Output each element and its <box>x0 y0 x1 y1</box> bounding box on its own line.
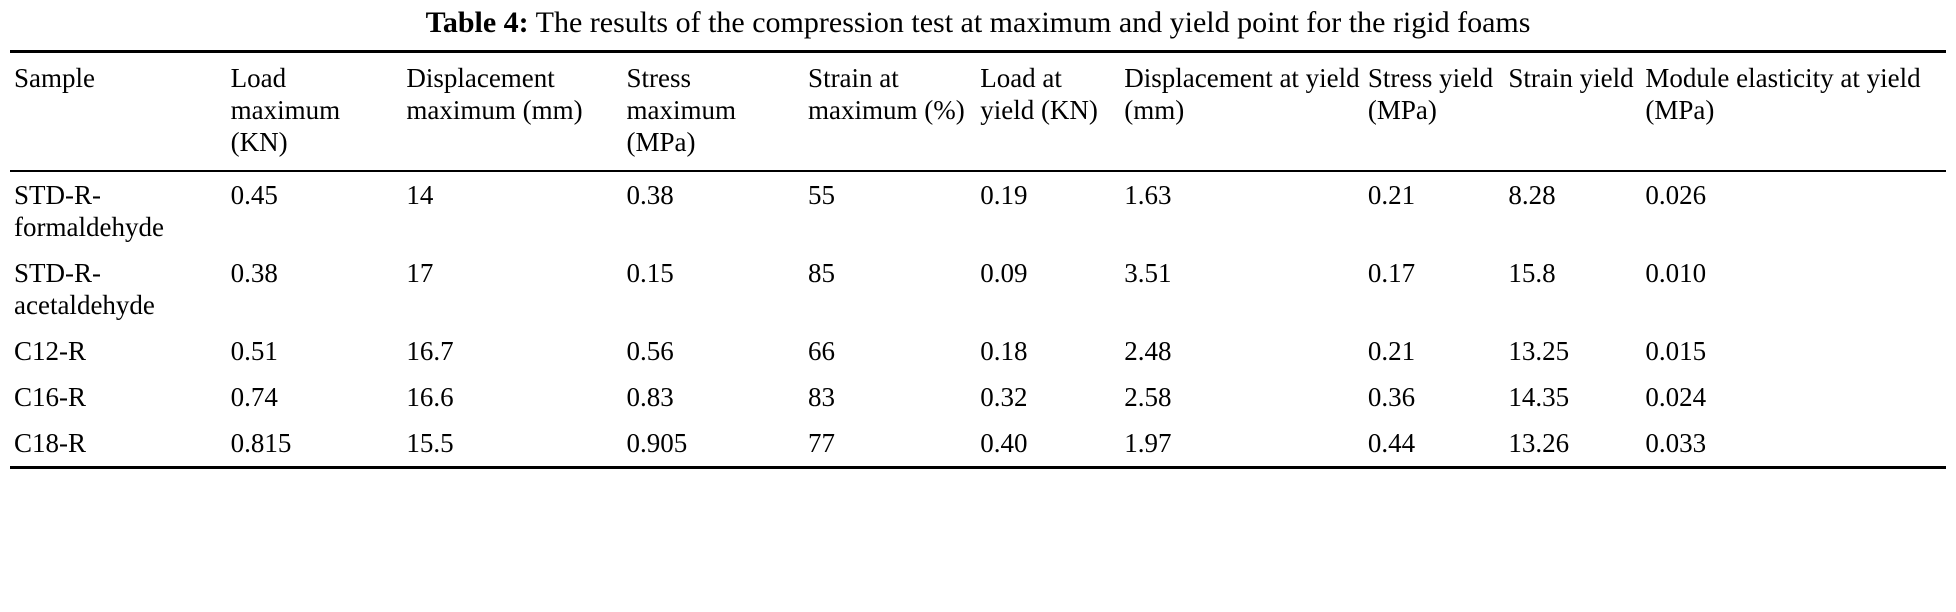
cell-strain-yield: 13.26 <box>1508 428 1570 458</box>
cell-stress-maximum: 0.56 <box>626 336 674 366</box>
cell-load-at-yield: 0.32 <box>980 382 1028 412</box>
cell-displacement-maximum: 16.6 <box>406 382 454 412</box>
table-header-row <box>10 52 1946 172</box>
cell-stress-yield: 0.44 <box>1367 428 1416 458</box>
cell-strain-at-maximum: 66 <box>808 336 836 366</box>
cell-displacement-at-yield: 2.48 <box>1124 336 1172 366</box>
table-row <box>10 328 1946 374</box>
cell-load-maximum: 0.38 <box>230 258 278 288</box>
cell-load-maximum: 0.51 <box>230 336 278 366</box>
cell-stress-maximum: 0.15 <box>626 258 674 288</box>
cell-displacement-at-yield: 3.51 <box>1124 258 1172 288</box>
compression-test-table <box>10 50 1946 469</box>
column-header-load-maximum: Load maximum (KN) <box>230 63 341 157</box>
cell-stress-yield: 0.17 <box>1367 258 1416 288</box>
cell-strain-yield: 13.25 <box>1508 336 1570 366</box>
cell-strain-at-maximum: 85 <box>808 258 836 288</box>
cell-load-maximum: 0.815 <box>230 428 292 458</box>
cell-load-at-yield: 0.40 <box>980 428 1028 458</box>
column-header-sample: Sample <box>14 63 95 93</box>
cell-sample: C16-R <box>14 382 87 412</box>
cell-load-maximum: 0.45 <box>230 180 278 210</box>
cell-displacement-maximum: 17 <box>406 258 434 288</box>
column-header-load-at-yield: Load at yield (KN) <box>980 63 1098 125</box>
column-header-module-elasticity-at-yield: Module elasticity at yield (MPa) <box>1645 63 1921 125</box>
cell-displacement-at-yield: 1.97 <box>1124 428 1172 458</box>
column-header-stress-yield: Stress yield (MPa) <box>1367 63 1494 125</box>
cell-stress-yield: 0.21 <box>1367 336 1416 366</box>
table-header <box>10 52 1946 172</box>
table-row <box>10 420 1946 468</box>
cell-strain-yield: 15.8 <box>1508 258 1556 288</box>
caption-text: The results of the compression test at maximum and yield point for the rigid foams <box>535 6 1531 39</box>
cell-stress-maximum: 0.38 <box>626 180 674 210</box>
cell-load-at-yield: 0.18 <box>980 336 1028 366</box>
cell-load-at-yield: 0.19 <box>980 180 1028 210</box>
cell-displacement-at-yield: 2.58 <box>1124 382 1172 412</box>
cell-displacement-maximum: 15.5 <box>406 428 454 458</box>
column-header-displacement-maximum: Displacement maximum (mm) <box>406 63 583 125</box>
table-row <box>10 374 1946 420</box>
caption-label: Table 4: <box>425 6 529 39</box>
table-row <box>10 171 1946 250</box>
cell-sample: C18-R <box>14 428 87 458</box>
cell-strain-at-maximum: 83 <box>808 382 836 412</box>
cell-displacement-maximum: 14 <box>406 180 434 210</box>
cell-module-elasticity-at-yield: 0.033 <box>1645 428 1707 458</box>
cell-load-at-yield: 0.09 <box>980 258 1028 288</box>
cell-strain-at-maximum: 55 <box>808 180 836 210</box>
cell-strain-yield: 8.28 <box>1508 180 1556 210</box>
cell-strain-yield: 14.35 <box>1508 382 1570 412</box>
cell-sample: STD-R-acetaldehyde <box>14 258 155 320</box>
cell-module-elasticity-at-yield: 0.010 <box>1645 258 1707 288</box>
column-header-strain-yield: Strain yield <box>1508 63 1634 93</box>
cell-displacement-maximum: 16.7 <box>406 336 454 366</box>
cell-stress-maximum: 0.83 <box>626 382 674 412</box>
table-caption <box>10 0 1946 50</box>
cell-strain-at-maximum: 77 <box>808 428 836 458</box>
cell-stress-yield: 0.21 <box>1367 180 1416 210</box>
table-body <box>10 171 1946 468</box>
cell-module-elasticity-at-yield: 0.024 <box>1645 382 1707 412</box>
cell-sample: STD-R-formaldehyde <box>14 180 164 242</box>
cell-stress-yield: 0.36 <box>1367 382 1416 412</box>
cell-displacement-at-yield: 1.63 <box>1124 180 1172 210</box>
table-row <box>10 250 1946 328</box>
cell-load-maximum: 0.74 <box>230 382 278 412</box>
column-header-strain-at-maximum: Strain at maximum (%) <box>808 63 965 125</box>
cell-sample: C12-R <box>14 336 87 366</box>
column-header-displacement-at-yield: Displacement at yield (mm) <box>1124 63 1360 125</box>
cell-module-elasticity-at-yield: 0.026 <box>1645 180 1707 210</box>
cell-stress-maximum: 0.905 <box>626 428 688 458</box>
cell-module-elasticity-at-yield: 0.015 <box>1645 336 1707 366</box>
column-header-stress-maximum: Stress maximum (MPa) <box>626 63 737 157</box>
